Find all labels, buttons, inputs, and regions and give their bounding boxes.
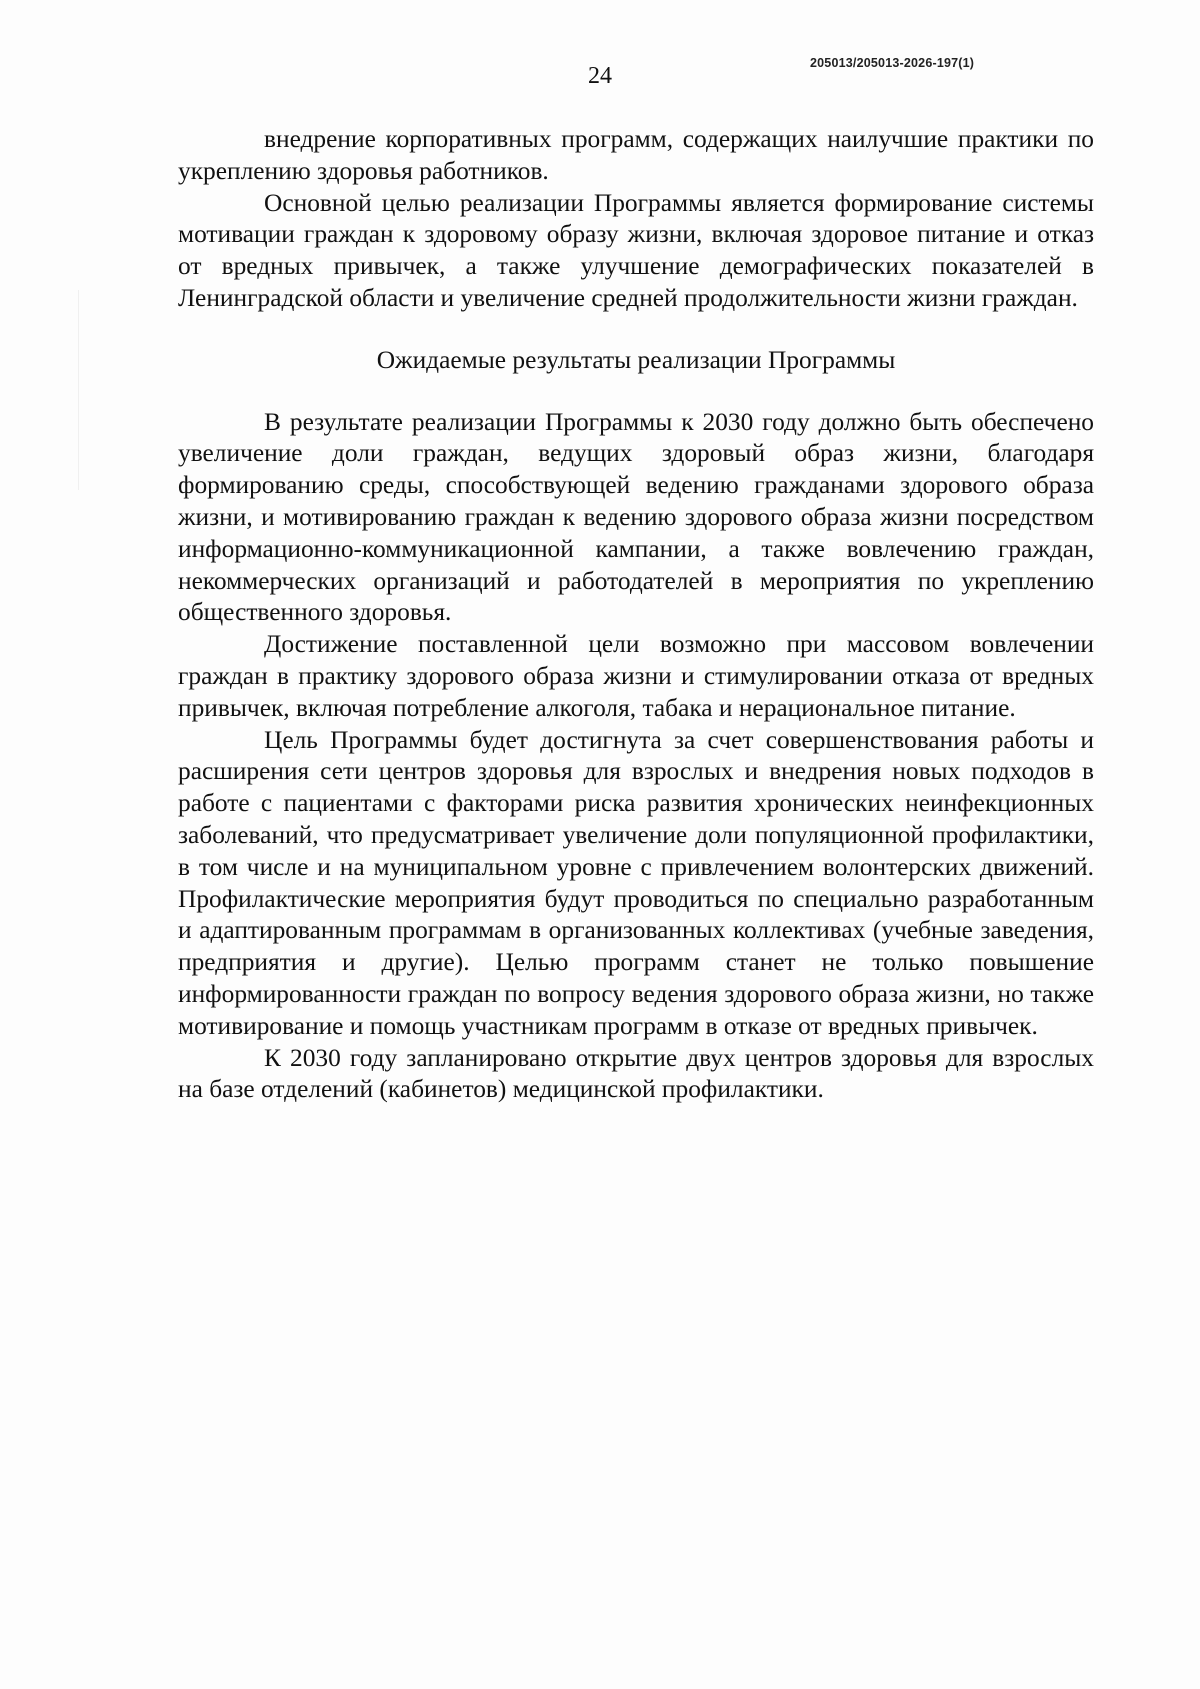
paragraph-program-measures: Цель Программы будет достигнута за счет совершенствования работы и расширения сети центров здоровья для взрослых и внедрения новых подходов в работе с пациентами с факторами риска развития хронических неинфекционных заболеваний, что предусматривает увеличение доли популяционной профилактики, в том числе и на муниципальном уровне с привлечением волонтерских движений. Профилактические мероприятия будут проводиться по специально разработанным и адаптированным программам в организованных коллективах (учебные заведения, предприятия и другие). Целью программ станет не только повышение информированности граждан по вопросу ведения здорового образа жизни, но также мотивирование и помощь участникам программ в отказе от вредных привычек. bbox=[178, 725, 1094, 1040]
document-body bbox=[178, 124, 1094, 1106]
paragraph-goal-achievement: Достижение поставленной цели возможно при массовом вовлечении граждан в практику здорового образа жизни и стимулировании отказа от вредных привычек, включая потребление алкоголя, табака и нерациональное питание. bbox=[178, 630, 1094, 722]
scan-artifact bbox=[78, 290, 79, 490]
section-heading: Ожидаемые результаты реализации Программы bbox=[376, 345, 896, 374]
paragraph-intro-continuation: внедрение корпоративных программ, содержащих наилучшие практики по укреплению здоровья работников. bbox=[178, 125, 1094, 185]
paragraph-expected-results: В результате реализации Программы к 2030 году должно быть обеспечено увеличение доли граждан, ведущих здоровый образ жизни, благодаря формированию среды, способствующей ведению гражданами здорового образа жизни, и мотивированию граждан к ведению здорового образа жизни посредством информационно-коммуникационной кампании, а также вовлечению граждан, некоммерческих организаций и работодателей в мероприятия по укреплению общественного здоровья. bbox=[178, 407, 1094, 627]
paragraph-main-goal: Основной целью реализации Программы является формирование системы мотивации граждан к здоровому образу жизни, включая здоровое питание и отказ от вредных привычек, а также улучшение демографических показателей в Ленинградской области и увеличение средней продолжительности жизни граждан. bbox=[178, 188, 1094, 312]
page-number: 24 bbox=[588, 63, 612, 89]
document-id: 205013/205013-2026-197(1) bbox=[810, 56, 975, 70]
paragraph-health-centers: К 2030 году запланировано открытие двух центров здоровья для взрослых на базе отделений (кабинетов) медицинской профилактики. bbox=[178, 1043, 1094, 1104]
